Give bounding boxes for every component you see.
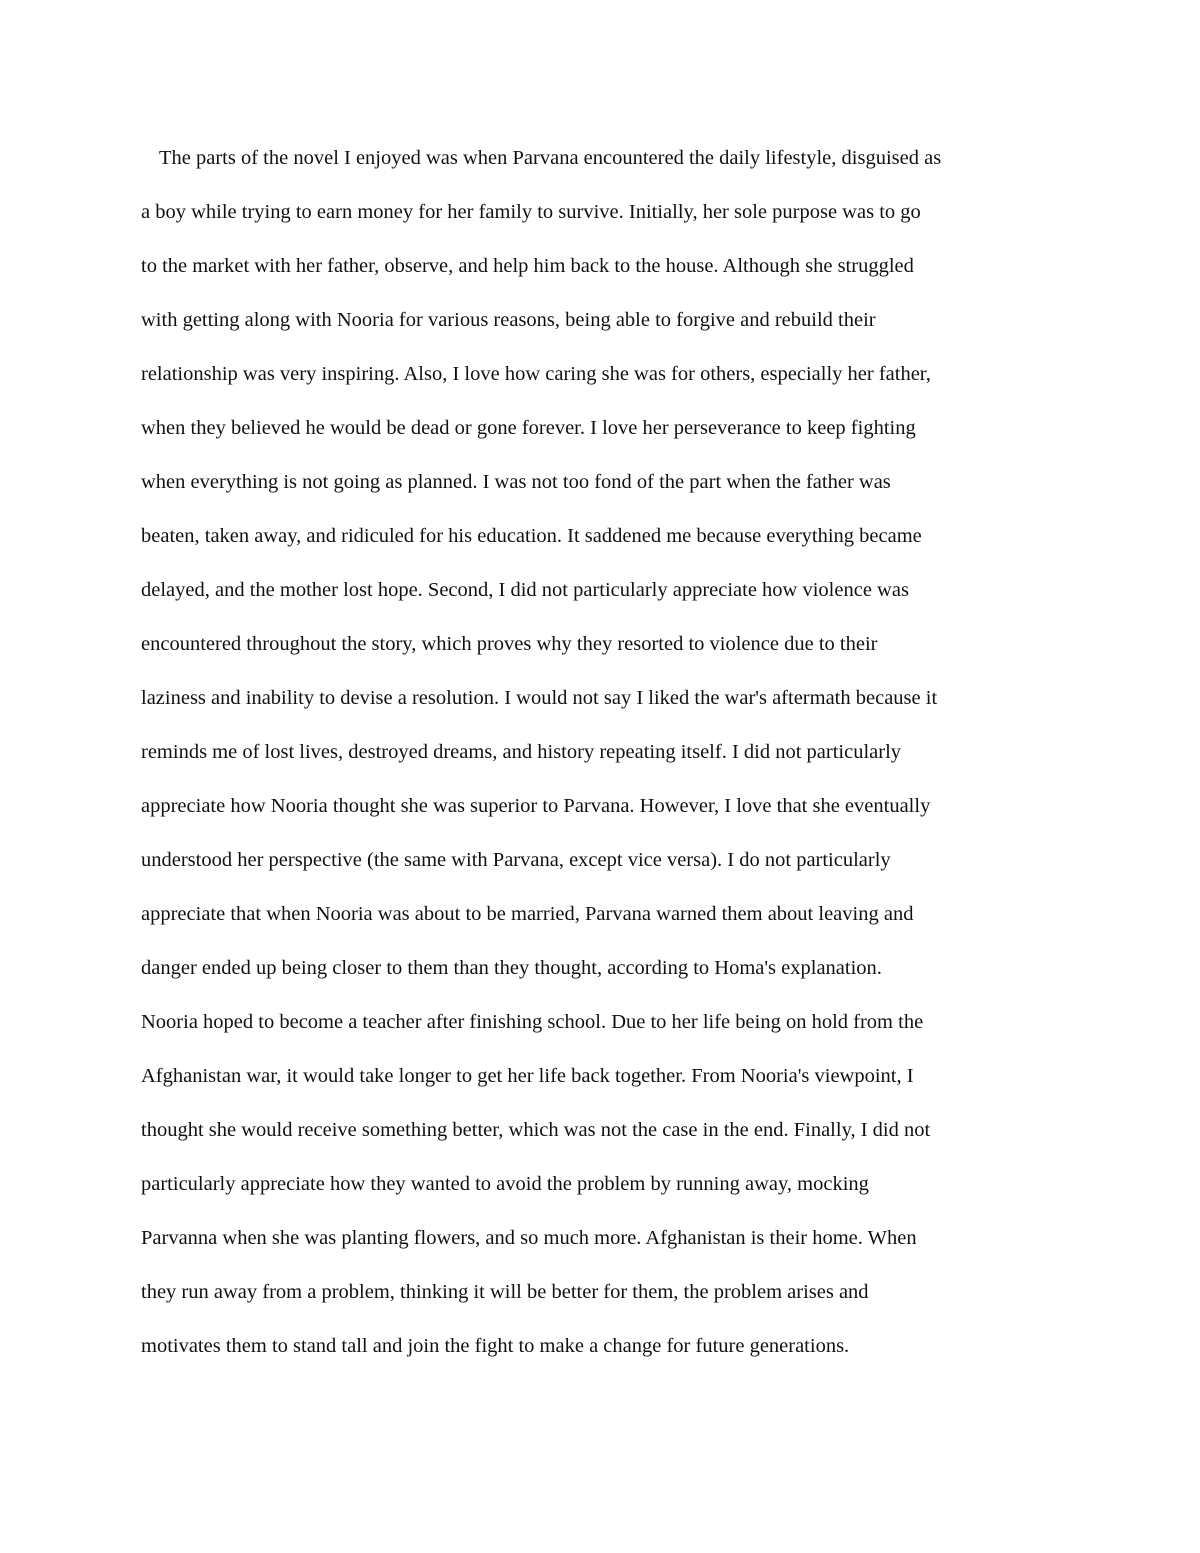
paragraph-line: when everything is not going as planned. I was not too fond of the part when the father was: [141, 471, 891, 493]
paragraph-line: delayed, and the mother lost hope. Second, I did not particularly appreciate how violence was: [141, 579, 909, 601]
paragraph-line: laziness and inability to devise a resolution. I would not say I liked the war's aftermath because it: [141, 687, 938, 709]
paragraph-line: when they believed he would be dead or gone forever. I love her perseverance to keep fighting: [141, 417, 916, 439]
paragraph-line: understood her perspective (the same with Parvana, except vice versa). I do not particularly: [141, 849, 891, 871]
paragraph-line: reminds me of lost lives, destroyed dreams, and history repeating itself. I did not particularly: [141, 741, 902, 763]
essay-paragraph: [141, 140, 1071, 1382]
paragraph-line: danger ended up being closer to them than they thought, according to Homa's explanation.: [141, 957, 882, 979]
paragraph-line: appreciate how Nooria thought she was superior to Parvana. However, I love that she eventually: [141, 795, 931, 817]
paragraph-line: particularly appreciate how they wanted to avoid the problem by running away, mocking: [141, 1173, 869, 1195]
paragraph-line: Nooria hoped to become a teacher after finishing school. Due to her life being on hold from the: [141, 1011, 924, 1033]
paragraph-line: motivates them to stand tall and join the fight to make a change for future generations.: [141, 1335, 850, 1357]
paragraph-line: they run away from a problem, thinking it will be better for them, the problem arises and: [141, 1281, 869, 1303]
paragraph-line: Afghanistan war, it would take longer to get her life back together. From Nooria's viewpoint, I: [141, 1065, 914, 1087]
paragraph-line: beaten, taken away, and ridiculed for his education. It saddened me because everything became: [141, 525, 922, 547]
paragraph-line: Parvanna when she was planting flowers, and so much more. Afghanistan is their home. When: [141, 1227, 917, 1249]
paragraph-line: to the market with her father, observe, and help him back to the house. Although she struggled: [141, 255, 914, 277]
paragraph-line: a boy while trying to earn money for her family to survive. Initially, her sole purpose was to go: [141, 201, 921, 223]
paragraph-line: with getting along with Nooria for various reasons, being able to forgive and rebuild their: [141, 309, 876, 331]
paragraph-line: relationship was very inspiring. Also, I love how caring she was for others, especially her father,: [141, 363, 931, 385]
paragraph-line: appreciate that when Nooria was about to be married, Parvana warned them about leaving and: [141, 903, 914, 925]
paragraph-line: The parts of the novel I enjoyed was when Parvana encountered the daily lifestyle, disguised as: [159, 147, 942, 169]
paragraph-line: encountered throughout the story, which proves why they resorted to violence due to their: [141, 633, 878, 655]
paragraph-line: thought she would receive something better, which was not the case in the end. Finally, I did not: [141, 1119, 931, 1141]
